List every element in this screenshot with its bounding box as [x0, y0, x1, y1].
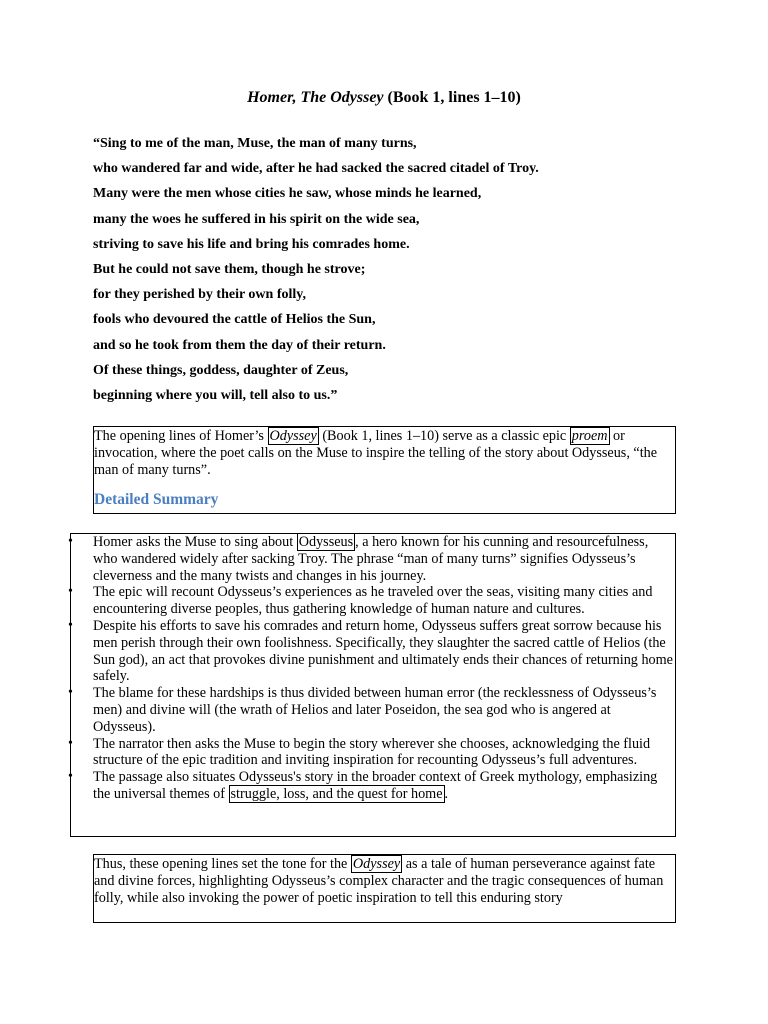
title-work: Homer, The Odyssey — [247, 89, 384, 106]
page-title — [0, 88, 768, 108]
closing-box — [93, 854, 676, 923]
poem-line: many the woes he suffered in his spirit on the wide sea, — [93, 211, 420, 227]
item-text: . — [444, 785, 449, 802]
bullet-icon: • — [68, 735, 73, 751]
list-item — [68, 534, 675, 584]
keyword-proem: proem — [571, 428, 608, 444]
intro-text: (Book 1, lines 1–10) serve as a classic epic — [318, 428, 570, 444]
poem-line: for they perished by their own folly, — [93, 287, 306, 303]
poem-line: Many were the men whose cities he saw, whose minds he learned, — [93, 186, 482, 202]
bullet-icon: • — [68, 617, 73, 633]
intro-paragraph — [94, 428, 675, 478]
keyword-themes: struggle, loss, and the quest for home — [230, 785, 443, 802]
item-text: The narrator then asks the Muse to begin the story wherever she chooses, acknowledging the fluid structure of the epic tradition and inviting inspiration for recounting Odysseus’s full adventures. — [93, 735, 651, 769]
bullet-icon: • — [68, 534, 73, 549]
closing-text: as a tale of human perseverance against fate and divine forces, highlighting Odysseus’s complex character and the tragic consequences of human folly, while also invoking the power of poetic inspiration to tell this enduring story — [94, 856, 664, 906]
list-item — [68, 735, 675, 770]
item-text: The epic will recount Odysseus’s experiences as he traveled over the seas, visiting many cities and encountering diverse peoples, thus gathering knowledge of human nature and cultures. — [93, 584, 653, 618]
item-text: Homer asks the Muse to sing about — [93, 534, 297, 550]
poem-line: who wandered far and wide, after he had sacked the sacred citadel of Troy. — [93, 161, 539, 177]
keyword-odysseus: Odysseus — [298, 534, 354, 550]
poem-line: striving to save his life and bring his comrades home. — [93, 236, 410, 252]
list-item — [68, 584, 675, 618]
summary-list — [70, 533, 676, 837]
poem-excerpt — [93, 131, 693, 408]
poem-line: But he could not save them, though he strove; — [93, 261, 366, 277]
poem-line: fools who devoured the cattle of Helios the Sun, — [93, 312, 376, 328]
intro-text: The opening lines of Homer’s — [94, 428, 268, 444]
item-text: Despite his efforts to save his comrades and return home, Odysseus suffers great sorrow because his men perish through their own foolishness. Specifically, they slaughter the sacred cattle of Helios (the Sun god), an act that provokes divine punishment and ultimately ends their chances of returning home safely. — [93, 617, 673, 685]
keyword-odyssey: Odyssey — [269, 428, 317, 444]
item-text: The blame for these hardships is thus divided between human error (the recklessness of Odysseus’s men) and divine will (the wrath of Helios and later Poseidon, the sea god who is angered at Odysseus). — [93, 685, 657, 735]
poem-line: “Sing to me of the man, Muse, the man of many turns, — [93, 136, 417, 151]
poem-line: and so he took from them the day of their return. — [93, 337, 386, 353]
title-reference: (Book 1, lines 1–10) — [387, 89, 521, 106]
item-text: The passage also situates Odysseus's story in the broader context of Greek mythology, emphasizing the universal themes of — [93, 769, 658, 802]
item-text: , a hero known for his cunning and resourcefulness, who wandered widely after sacking Troy. The phrase “man of many turns” signifies Odysseus’s cleverness and the many twists and changes in his journey. — [93, 534, 649, 584]
intro-box — [93, 426, 676, 514]
poem-line: Of these things, goddess, daughter of Zeus, — [93, 362, 349, 378]
poem-line: beginning where you will, tell also to us.” — [93, 387, 338, 403]
bullet-icon: • — [68, 584, 73, 600]
list-item — [68, 685, 675, 735]
intro-text: or invocation, where the poet calls on the Muse to inspire the telling of the story about Odysseus, “the man of many turns”. — [94, 428, 658, 478]
section-heading: Detailed Summary — [94, 491, 219, 509]
list-item — [68, 769, 675, 803]
keyword-odyssey: Odyssey — [352, 856, 401, 872]
list-item — [68, 617, 675, 685]
bullet-icon: • — [68, 685, 73, 701]
bullet-icon: • — [68, 769, 73, 785]
closing-text: Thus, these opening lines set the tone for the — [94, 856, 351, 872]
